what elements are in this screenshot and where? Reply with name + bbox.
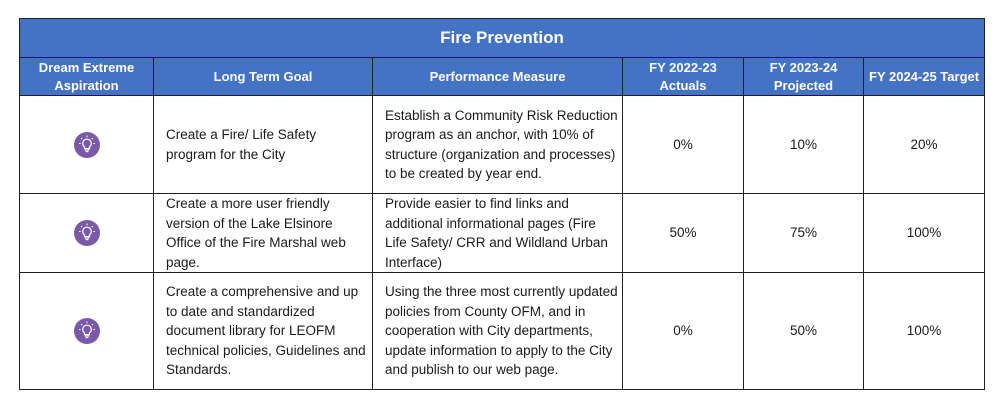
- goal-cell: Create a Fire/ Life Safety program for the City: [154, 96, 373, 194]
- aspiration-cell: [20, 194, 154, 273]
- fy2324-cell: 50%: [744, 273, 864, 390]
- fy2223-cell: 0%: [623, 273, 744, 390]
- measure-cell: Using the three most currently updated policies from County OFM, and in cooperation with City departments, update information to apply to the City and publish to our web page.: [373, 273, 623, 390]
- header-row: [20, 58, 985, 96]
- table-row: [20, 96, 985, 194]
- fire-prevention-table-wrapper: [19, 18, 984, 390]
- fy2324-cell: 10%: [744, 96, 864, 194]
- lightbulb-icon: [74, 220, 100, 246]
- header-fy2324: FY 2023-24 Projected: [744, 58, 864, 96]
- fy2223-cell: 0%: [623, 96, 744, 194]
- header-goal: Long Term Goal: [154, 58, 373, 96]
- header-fy2223: FY 2022-23 Actuals: [623, 58, 744, 96]
- table-row: [20, 194, 985, 273]
- fire-prevention-table: [19, 18, 985, 390]
- fy2425-cell: 100%: [864, 194, 985, 273]
- measure-cell: Establish a Community Risk Reduction program as an anchor, with 10% of structure (organization and processes) to be created by year end.: [373, 96, 623, 194]
- table-row: [20, 273, 985, 390]
- fy2223-cell: 50%: [623, 194, 744, 273]
- lightbulb-icon: [74, 132, 100, 158]
- header-aspiration: Dream Extreme Aspiration: [20, 58, 154, 96]
- goal-cell: Create a more user friendly version of the Lake Elsinore Office of the Fire Marshal web page.: [154, 194, 373, 273]
- aspiration-cell: [20, 273, 154, 390]
- measure-cell: Provide easier to find links and additional informational pages (Fire Life Safety/ CRR and Wildland Urban Interface): [373, 194, 623, 273]
- table-title: Fire Prevention: [20, 19, 985, 58]
- title-row: [20, 19, 985, 58]
- fy2425-cell: 20%: [864, 96, 985, 194]
- fy2324-cell: 75%: [744, 194, 864, 273]
- goal-cell: Create a comprehensive and up to date and standardized document library for LEOFM technical policies, Guidelines and Standards.: [154, 273, 373, 390]
- header-measure: Performance Measure: [373, 58, 623, 96]
- fy2425-cell: 100%: [864, 273, 985, 390]
- lightbulb-icon: [74, 318, 100, 344]
- header-fy2425: FY 2024-25 Target: [864, 58, 985, 96]
- aspiration-cell: [20, 96, 154, 194]
